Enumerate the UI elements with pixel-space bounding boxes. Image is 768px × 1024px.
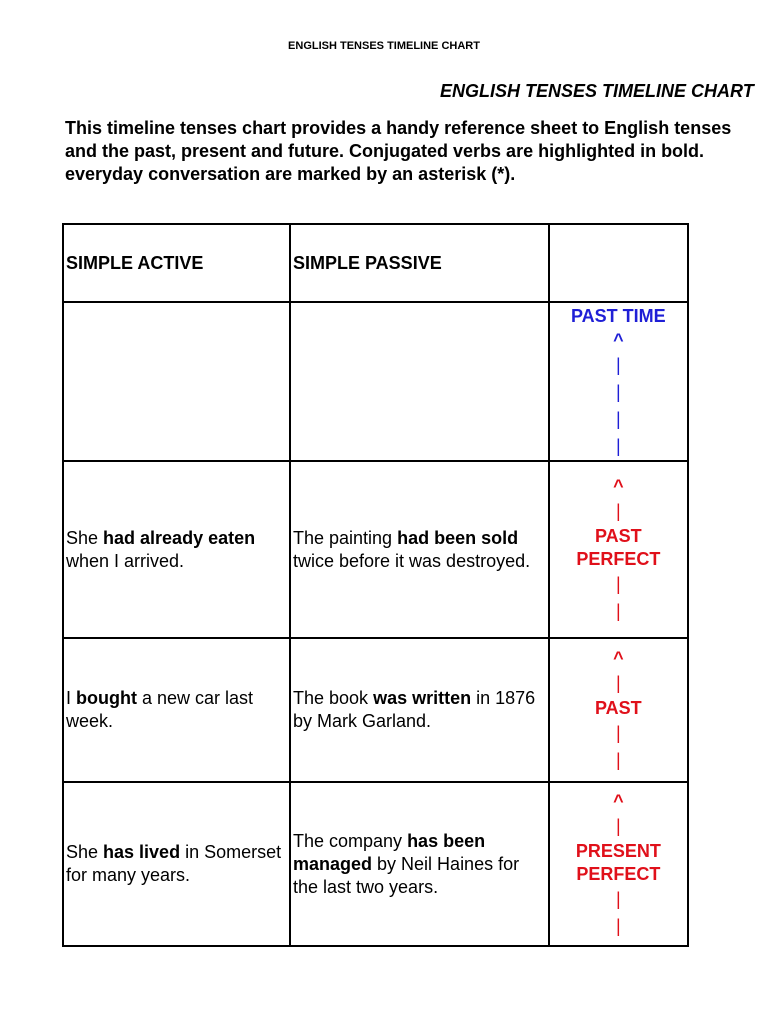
passive-example: The painting had been sold twice before it was destroyed. [290,461,549,638]
timeline-arrow: ^ [613,476,624,496]
intro-line: and the past, present and future. Conjugated verbs are highlighted in bold. [65,141,705,161]
timeline-bar: | [615,355,621,375]
timeline-bar: | [615,888,621,909]
timeline-bar: | [615,436,621,456]
empty-cell [63,302,290,461]
past-time-label: PAST TIME [570,306,666,326]
active-example: I bought a new car last week. [63,638,290,782]
tense-marker [549,782,688,946]
timeline-arrow: ^ [613,330,624,350]
tense-marker [549,461,688,638]
active-example: She had already eaten when I arrived. [63,461,290,638]
passive-example: The company has been managed by Neil Haines for the last two years. [290,782,549,946]
table-row [63,782,688,946]
timeline-bar: | [615,601,621,621]
timeline-bar: | [615,723,621,743]
passive-example: The book was written in 1876 by Mark Garland. [290,638,549,782]
timeline-arrow: ^ [613,648,624,668]
conjugated-verb: has lived [103,842,181,862]
timeline-bar: | [615,673,621,693]
table-row [63,461,688,638]
timeline-bar: | [615,915,621,936]
table-row [63,302,688,461]
intro-paragraph [65,117,745,186]
empty-cell [290,302,549,461]
active-example: She has lived in Somerset for many years. [63,782,290,946]
intro-line: everyday conversation are marked by an asterisk (*). [65,164,516,184]
tense-label: PERFECT [576,863,661,884]
tense-label: PAST [594,526,642,546]
timeline-bar: | [615,750,621,770]
tense-label: PERFECT [576,549,661,569]
document-title: ENGLISH TENSES TIMELINE CHART [440,81,754,101]
page-header: ENGLISH TENSES TIMELINE CHART [288,40,480,52]
timeline-bar: | [615,815,621,836]
header-simple-active: SIMPLE ACTIVE [63,224,290,302]
timeline-bar: | [615,409,621,429]
timeline-arrow: ^ [613,790,624,811]
tense-label: PRESENT [575,840,661,861]
intro-line: This timeline tenses chart provides a handy reference sheet to English tenses [65,118,732,138]
timeline-bar: | [615,574,621,594]
timeline-bar: | [615,501,621,521]
tenses-table [62,223,689,947]
tense-marker [549,638,688,782]
conjugated-verb: had been sold [397,527,519,548]
conjugated-verb: had already eaten [103,527,256,548]
header-simple-passive: SIMPLE PASSIVE [290,224,549,302]
table-row [63,638,688,782]
past-time-marker [549,302,688,461]
table-header-row [63,224,688,302]
conjugated-verb: was written [373,688,472,708]
tense-label: PAST [594,698,642,718]
conjugated-verb: bought [76,688,137,708]
timeline-bar: | [615,382,621,402]
conjugated-verb: has been managed [293,830,486,874]
header-timeline [549,224,688,302]
